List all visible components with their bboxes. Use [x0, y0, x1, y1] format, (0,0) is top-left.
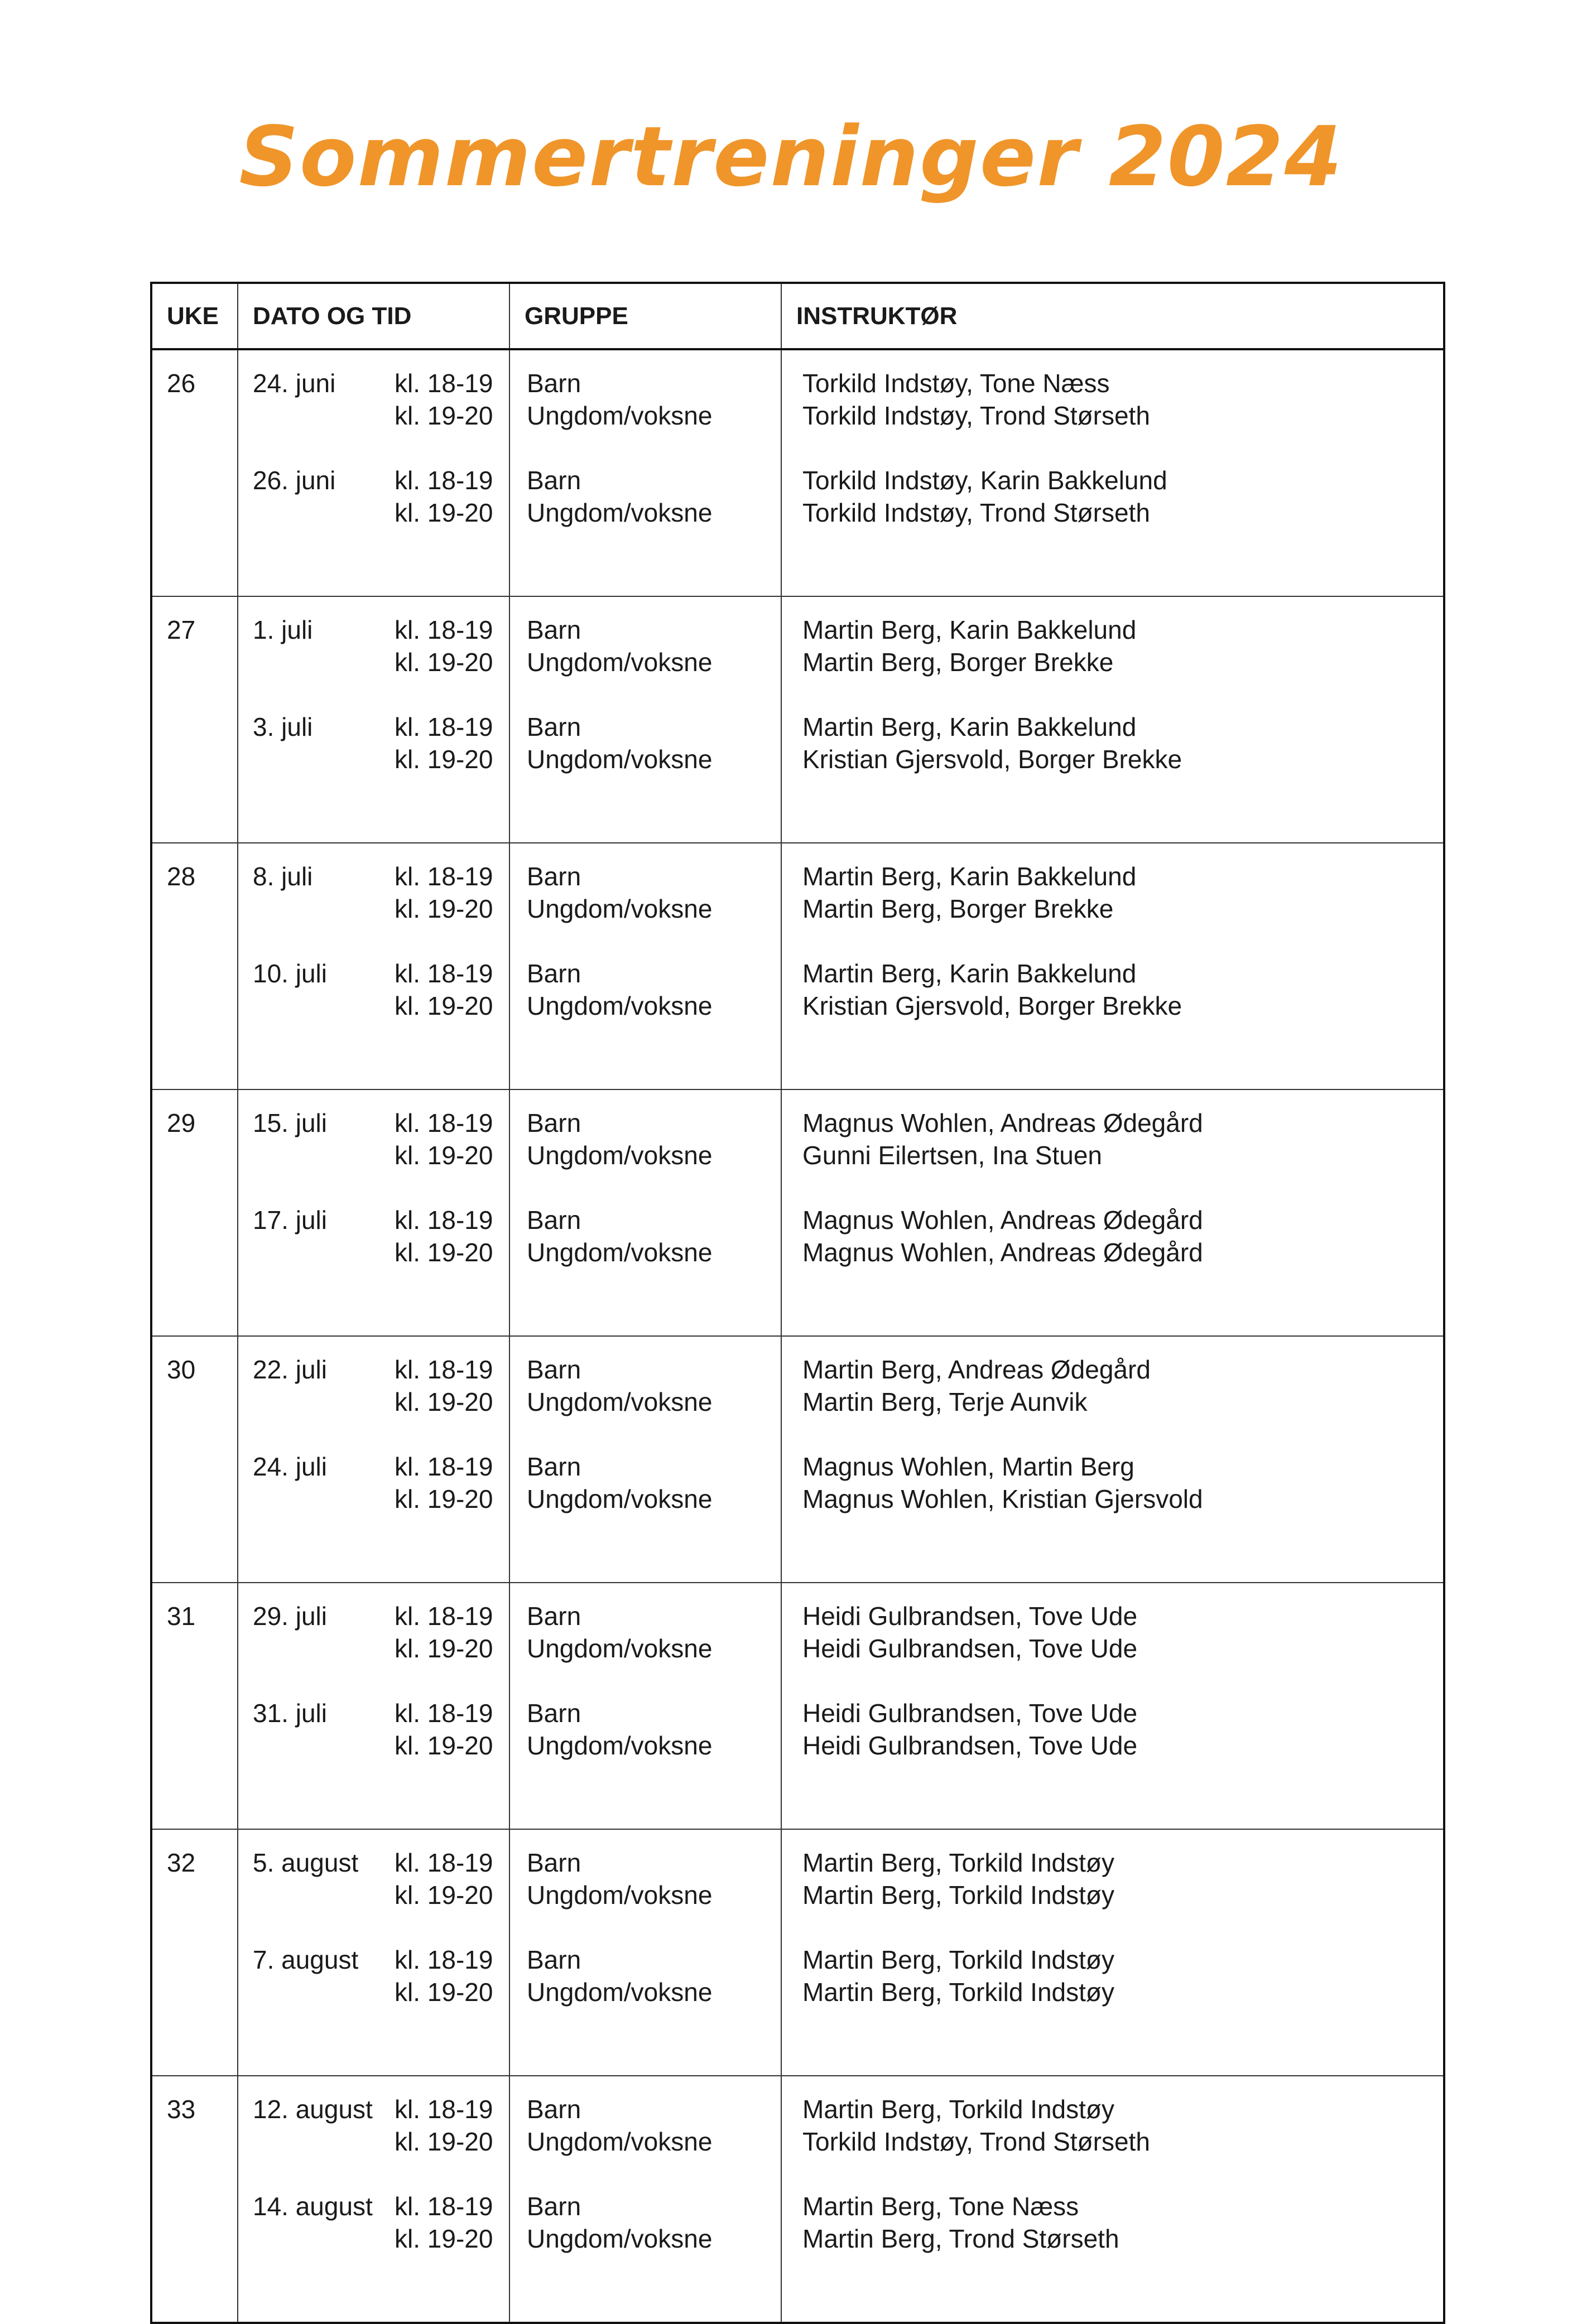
table-row [151, 1336, 1444, 1583]
session-instructors: Torkild Indstøy, Tone Næss [802, 369, 1110, 398]
session-time: kl. 18-19 [395, 1108, 493, 1137]
day-block [782, 597, 1443, 678]
session-time: kl. 19-20 [395, 894, 493, 923]
session-instructors: Martin Berg, Torkild Indstøy [802, 2095, 1115, 2124]
session-time: kl. 19-20 [395, 745, 493, 774]
session-group: Ungdom/voksne [527, 648, 713, 677]
instructor-cell [781, 1336, 1444, 1583]
session-group: Ungdom/voksne [527, 2224, 713, 2253]
session-group: Barn [527, 615, 581, 644]
date-time-cell [238, 1089, 509, 1336]
session-instructors: Torkild Indstøy, Trond Størseth [802, 2127, 1150, 2156]
instructor-cell [781, 2076, 1444, 2323]
week-number: 26 [151, 349, 238, 596]
session-group: Barn [527, 1108, 581, 1137]
day-block [782, 1583, 1443, 1665]
day-block [510, 1830, 781, 1911]
schedule-table [150, 282, 1445, 2324]
date-time-line [238, 646, 509, 678]
day-block [238, 1418, 509, 1515]
date-time-line [238, 2093, 509, 2125]
session-group: Barn [527, 1699, 581, 1728]
session-group: Ungdom/voksne [527, 498, 713, 527]
header-instructor: INSTRUKTØR [781, 283, 1444, 349]
session-group: Barn [527, 1945, 581, 1974]
session-group: Ungdom/voksne [527, 1141, 713, 1170]
session-instructors: Martin Berg, Tone Næss [802, 2192, 1079, 2221]
session-instructors: Torkild Indstøy, Trond Størseth [802, 401, 1150, 430]
day-block [238, 1171, 509, 1269]
day-block [782, 1090, 1443, 1171]
week-number: 29 [151, 1089, 238, 1336]
day-block [510, 1337, 781, 1418]
date-time-line [238, 1600, 509, 1632]
date-time-cell [238, 843, 509, 1089]
date-time-line [238, 1729, 509, 1762]
session-date: 24. juli [253, 1452, 327, 1481]
date-time-line [238, 399, 509, 432]
date-time-line [238, 1944, 509, 1976]
table-row [151, 843, 1444, 1089]
table-row [151, 596, 1444, 843]
session-group: Ungdom/voksne [527, 745, 713, 774]
day-block [238, 432, 509, 529]
session-time: kl. 18-19 [395, 1355, 493, 1384]
session-time: kl. 19-20 [395, 2224, 493, 2253]
day-block [782, 678, 1443, 775]
session-group: Barn [527, 466, 581, 495]
session-instructors: Magnus Wohlen, Martin Berg [802, 1452, 1134, 1481]
week-number: 28 [151, 843, 238, 1089]
schedule-body [151, 349, 1444, 2323]
session-group: Barn [527, 712, 581, 741]
session-instructors: Martin Berg, Trond Størseth [802, 2224, 1119, 2253]
session-group: Barn [527, 369, 581, 398]
date-time-line [238, 367, 509, 399]
instructor-cell [781, 1583, 1444, 1829]
session-instructors: Martin Berg, Karin Bakkelund [802, 959, 1137, 988]
session-instructors: Torkild Indstøy, Karin Bakkelund [802, 466, 1167, 495]
session-group: Barn [527, 2192, 581, 2221]
date-time-line [238, 1632, 509, 1665]
date-time-cell [238, 349, 509, 596]
date-time-line [238, 2222, 509, 2255]
session-date: 22. juli [253, 1355, 327, 1384]
day-block [238, 350, 509, 432]
session-instructors: Magnus Wohlen, Andreas Ødegård [802, 1108, 1203, 1137]
session-time: kl. 19-20 [395, 1978, 493, 2007]
day-block [782, 432, 1443, 529]
session-group: Ungdom/voksne [527, 2127, 713, 2156]
session-time: kl. 18-19 [395, 1206, 493, 1235]
instructor-cell [781, 1089, 1444, 1336]
day-block [510, 678, 781, 775]
day-block [510, 2076, 781, 2158]
day-block [238, 843, 509, 925]
table-row [151, 349, 1444, 596]
session-date: 12. august [253, 2095, 373, 2124]
session-instructors: Magnus Wohlen, Kristian Gjersvold [802, 1484, 1203, 1513]
date-time-line [238, 2125, 509, 2158]
session-time: kl. 18-19 [395, 615, 493, 644]
week-number: 33 [151, 2076, 238, 2323]
instructor-cell [781, 349, 1444, 596]
session-instructors: Martin Berg, Torkild Indstøy [802, 1945, 1115, 1974]
session-time: kl. 19-20 [395, 498, 493, 527]
group-cell [509, 1089, 781, 1336]
session-group: Barn [527, 1452, 581, 1481]
date-time-cell [238, 596, 509, 843]
day-block [782, 1911, 1443, 2008]
day-block [510, 925, 781, 1022]
session-date: 1. juli [253, 615, 313, 644]
date-time-line [238, 2190, 509, 2222]
session-time: kl. 19-20 [395, 1881, 493, 1910]
day-block [238, 678, 509, 775]
day-block [510, 843, 781, 925]
session-instructors: Martin Berg, Karin Bakkelund [802, 615, 1137, 644]
session-group: Ungdom/voksne [527, 1881, 713, 1910]
week-number: 30 [151, 1336, 238, 1583]
session-group: Ungdom/voksne [527, 1484, 713, 1513]
session-group: Ungdom/voksne [527, 991, 713, 1020]
date-time-line [238, 957, 509, 990]
session-instructors: Kristian Gjersvold, Borger Brekke [802, 991, 1182, 1020]
session-time: kl. 19-20 [395, 401, 493, 430]
week-number: 27 [151, 596, 238, 843]
session-group: Barn [527, 1602, 581, 1631]
session-date: 3. juli [253, 712, 313, 741]
day-block [238, 1830, 509, 1911]
date-time-line [238, 1236, 509, 1269]
table-row [151, 1583, 1444, 1829]
session-instructors: Heidi Gulbrandsen, Tove Ude [802, 1731, 1138, 1760]
group-cell [509, 1583, 781, 1829]
table-row [151, 2076, 1444, 2323]
session-group: Barn [527, 2095, 581, 2124]
session-instructors: Heidi Gulbrandsen, Tove Ude [802, 1634, 1138, 1663]
day-block [238, 2076, 509, 2158]
date-time-line [238, 1386, 509, 1418]
session-instructors: Heidi Gulbrandsen, Tove Ude [802, 1699, 1138, 1728]
session-group: Barn [527, 1848, 581, 1877]
day-block [510, 432, 781, 529]
date-time-line [238, 496, 509, 529]
date-time-cell [238, 2076, 509, 2323]
session-date: 14. august [253, 2192, 373, 2221]
session-group: Ungdom/voksne [527, 1978, 713, 2007]
day-block [238, 1090, 509, 1171]
session-time: kl. 18-19 [395, 369, 493, 398]
day-block [782, 1418, 1443, 1515]
session-date: 8. juli [253, 862, 313, 891]
day-block [238, 1583, 509, 1665]
session-instructors: Magnus Wohlen, Andreas Ødegård [802, 1206, 1203, 1235]
day-block [238, 1911, 509, 2008]
date-time-line [238, 1879, 509, 1911]
session-time: kl. 19-20 [395, 2127, 493, 2156]
date-time-line [238, 1353, 509, 1386]
week-number: 32 [151, 1829, 238, 2076]
session-time: kl. 19-20 [395, 1731, 493, 1760]
instructor-cell [781, 843, 1444, 1089]
session-time: kl. 18-19 [395, 959, 493, 988]
session-instructors: Martin Berg, Karin Bakkelund [802, 712, 1137, 741]
session-time: kl. 19-20 [395, 1634, 493, 1663]
header-week: UKE [151, 283, 238, 349]
session-time: kl. 18-19 [395, 1699, 493, 1728]
session-time: kl. 19-20 [395, 1238, 493, 1267]
session-group: Ungdom/voksne [527, 894, 713, 923]
session-instructors: Magnus Wohlen, Andreas Ødegård [802, 1238, 1203, 1267]
session-time: kl. 18-19 [395, 862, 493, 891]
session-instructors: Torkild Indstøy, Trond Størseth [802, 498, 1150, 527]
session-instructors: Martin Berg, Torkild Indstøy [802, 1881, 1115, 1910]
session-date: 17. juli [253, 1206, 327, 1235]
group-cell [509, 596, 781, 843]
date-time-line [238, 990, 509, 1022]
session-instructors: Martin Berg, Karin Bakkelund [802, 862, 1137, 891]
session-group: Barn [527, 862, 581, 891]
session-time: kl. 18-19 [395, 2095, 493, 2124]
group-cell [509, 843, 781, 1089]
session-instructors: Heidi Gulbrandsen, Tove Ude [802, 1602, 1138, 1631]
date-time-line [238, 614, 509, 646]
date-time-line [238, 1107, 509, 1139]
session-time: kl. 19-20 [395, 991, 493, 1020]
session-instructors: Martin Berg, Borger Brekke [802, 648, 1114, 677]
session-date: 15. juli [253, 1108, 327, 1137]
session-date: 24. juni [253, 369, 336, 398]
session-group: Ungdom/voksne [527, 1731, 713, 1760]
instructor-cell [781, 596, 1444, 843]
date-time-line [238, 743, 509, 775]
day-block [510, 350, 781, 432]
day-block [782, 1171, 1443, 1269]
header-date: DATO OG TID [238, 283, 509, 349]
date-time-line [238, 1204, 509, 1236]
day-block [510, 1090, 781, 1171]
date-time-cell [238, 1336, 509, 1583]
day-block [510, 1911, 781, 2008]
date-time-line [238, 1139, 509, 1171]
date-time-line [238, 1483, 509, 1515]
session-time: kl. 18-19 [395, 712, 493, 741]
session-group: Ungdom/voksne [527, 401, 713, 430]
date-time-line [238, 860, 509, 893]
session-instructors: Martin Berg, Torkild Indstøy [802, 1978, 1115, 2007]
session-time: kl. 19-20 [395, 1141, 493, 1170]
day-block [510, 1171, 781, 1269]
session-date: 10. juli [253, 959, 327, 988]
session-date: 5. august [253, 1848, 359, 1877]
day-block [238, 925, 509, 1022]
day-block [238, 597, 509, 678]
week-number: 31 [151, 1583, 238, 1829]
table-header-row [151, 283, 1444, 349]
session-time: kl. 19-20 [395, 1387, 493, 1416]
day-block [782, 1830, 1443, 1911]
session-date: 29. juli [253, 1602, 327, 1631]
session-instructors: Martin Berg, Borger Brekke [802, 894, 1114, 923]
day-block [510, 1665, 781, 1762]
session-instructors: Martin Berg, Torkild Indstøy [802, 1848, 1115, 1877]
date-time-cell [238, 1583, 509, 1829]
date-time-line [238, 1846, 509, 1879]
date-time-line [238, 711, 509, 743]
table-row [151, 1089, 1444, 1336]
date-time-line [238, 464, 509, 496]
session-group: Ungdom/voksne [527, 1387, 713, 1416]
day-block [782, 1665, 1443, 1762]
session-group: Barn [527, 959, 581, 988]
day-block [782, 925, 1443, 1022]
session-date: 26. juni [253, 466, 336, 495]
session-time: kl. 18-19 [395, 1848, 493, 1877]
group-cell [509, 2076, 781, 2323]
session-instructors: Martin Berg, Andreas Ødegård [802, 1355, 1151, 1384]
day-block [238, 1665, 509, 1762]
session-time: kl. 18-19 [395, 466, 493, 495]
session-group: Barn [527, 1355, 581, 1384]
date-time-line [238, 1976, 509, 2008]
session-time: kl. 19-20 [395, 648, 493, 677]
day-block [510, 1583, 781, 1665]
session-group: Ungdom/voksne [527, 1238, 713, 1267]
table-row [151, 1829, 1444, 2076]
session-group: Barn [527, 1206, 581, 1235]
session-time: kl. 18-19 [395, 1945, 493, 1974]
session-instructors: Gunni Eilertsen, Ina Stuen [802, 1141, 1102, 1170]
group-cell [509, 1336, 781, 1583]
date-time-cell [238, 1829, 509, 2076]
session-time: kl. 19-20 [395, 1484, 493, 1513]
group-cell [509, 349, 781, 596]
session-group: Ungdom/voksne [527, 1634, 713, 1663]
date-time-line [238, 1450, 509, 1483]
page-title: Sommertreninger 2024 [239, 109, 1343, 205]
session-date: 31. juli [253, 1699, 327, 1728]
day-block [510, 597, 781, 678]
session-instructors: Kristian Gjersvold, Borger Brekke [802, 745, 1182, 774]
session-date: 7. august [253, 1945, 359, 1974]
session-time: kl. 18-19 [395, 1602, 493, 1631]
header-group: GRUPPE [509, 283, 781, 349]
day-block [782, 1337, 1443, 1418]
instructor-cell [781, 1829, 1444, 2076]
date-time-line [238, 893, 509, 925]
group-cell [509, 1829, 781, 2076]
day-block [782, 350, 1443, 432]
day-block [238, 1337, 509, 1418]
session-time: kl. 18-19 [395, 2192, 493, 2221]
session-time: kl. 18-19 [395, 1452, 493, 1481]
date-time-line [238, 1697, 509, 1729]
day-block [782, 843, 1443, 925]
day-block [782, 2076, 1443, 2158]
day-block [510, 1418, 781, 1515]
session-instructors: Martin Berg, Terje Aunvik [802, 1387, 1088, 1416]
